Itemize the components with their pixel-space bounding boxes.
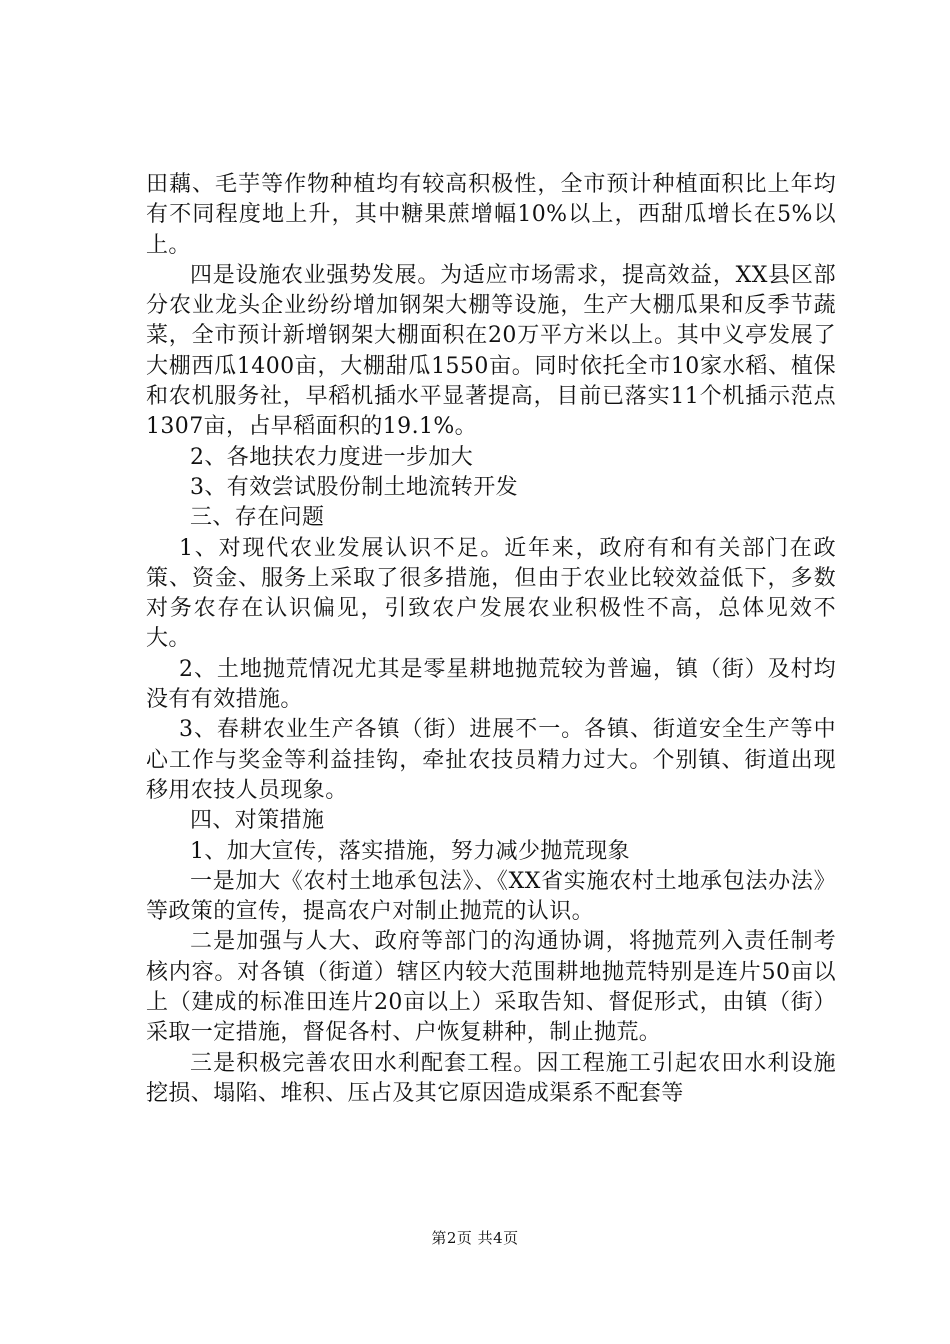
section-heading-problems: 三、存在问题 xyxy=(190,505,325,531)
section-heading-measures: 四、对策措施 xyxy=(190,808,325,834)
paragraph-support-increase: 2、各地扶农力度进一步加大 xyxy=(190,444,474,470)
page-number-footer: 第2页 共4页 xyxy=(431,1229,519,1247)
paragraph-measure-1b: 二是加强与人大、政府等部门的沟通协调，将抛荒列入责任制考核内容。对各镇（街道）辖区内较大范围耕地抛荒特别是连片50亩以上（建成的标准田连片20亩以上）采取告知、督促形式，由镇（街）采取一定措施，督促各村、户恢复耕种，制止抛荒。 xyxy=(146,929,836,1046)
paragraph-continuation: 田藕、毛芋等作物种植均有较高积极性，全市预计种植面积比上年均有不同程度地上升，其中糖果蔗增幅10%以上，西甜瓜增长在5%以上。 xyxy=(146,172,836,258)
document-body xyxy=(146,170,836,1109)
paragraph-measure-1: 1、加大宣传，落实措施，努力减少抛荒现象 xyxy=(190,838,630,864)
paragraph-problem-2: 2、土地抛荒情况尤其是零星耕地抛荒较为普遍，镇（街）及村均没有有效措施。 xyxy=(146,656,836,713)
paragraph-measure-1a: 一是加大《农村土地承包法》、《XX省实施农村土地承包法办法》等政策的宣传，提高农户对制止抛荒的认识。 xyxy=(146,868,836,925)
paragraph-land-transfer: 3、有效尝试股份制土地流转开发 xyxy=(190,474,518,500)
paragraph-problem-3: 3、春耕农业生产各镇（街）进展不一。各镇、街道安全生产等中心工作与奖金等利益挂钩，牵扯农技员精力过大。个别镇、街道出现移用农技人员现象。 xyxy=(146,717,836,803)
paragraph-facility-agriculture: 四是设施农业强势发展。为适应市场需求，提高效益，XX县区部分农业龙头企业纷纷增加钢架大棚等设施，生产大棚瓜果和反季节蔬菜，全市预计新增钢架大棚面积在20万平方米以上。其中义亭发展了大棚西瓜1400亩，大棚甜瓜1550亩。同时依托全市10家水稻、植保和农机服务社，早稻机插水平显著提高，目前已落实11个机插示范点1307亩，占早稻面积的19.1%。 xyxy=(146,262,836,440)
paragraph-measure-1c: 三是积极完善农田水利配套工程。因工程施工引起农田水利设施挖损、塌陷、堆积、压占及其它原因造成渠系不配套等 xyxy=(146,1050,836,1106)
paragraph-problem-1: 1、对现代农业发展认识不足。近年来，政府有和有关部门在政策、资金、服务上采取了很多措施，但由于农业比较效益低下，多数对务农存在认识偏见，引致农户发展农业积极性不高，总体见效不大。 xyxy=(146,535,836,652)
